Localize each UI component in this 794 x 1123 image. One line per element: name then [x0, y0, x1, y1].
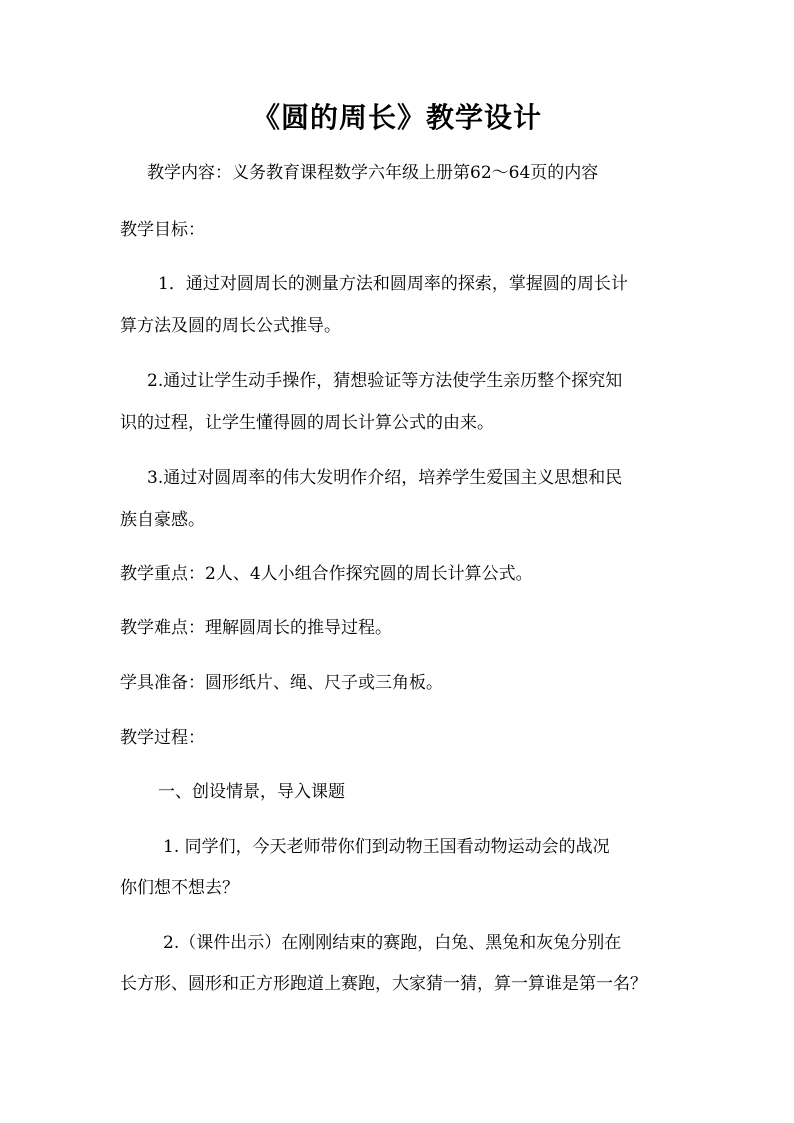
teaching-content: 教学内容：义务教育课程数学六年级上册第62～64页的内容 [147, 163, 599, 183]
step1-line1: 1. 同学们，今天老师带你们到动物王国看动物运动会的战况 [163, 837, 610, 857]
process-label: 教学过程： [120, 728, 205, 748]
goal1-line1: 1．通过对圆周长的测量方法和圆周率的探索，掌握圆的周长计 [158, 274, 628, 294]
step2-line1: 2.（课件出示）在刚刚结束的赛跑，白兔、黑兔和灰兔分别在 [163, 933, 622, 953]
step2-line2: 长方形、圆形和正方形跑道上赛跑，大家猜一猜，算一算谁是第一名？ [120, 974, 647, 994]
goals-label: 教学目标： [120, 220, 205, 240]
goal3-line1: 3.通过对圆周率的伟大发明作介绍，培养学生爱国主义思想和民 [147, 468, 623, 488]
difficulty: 教学难点：理解圆周长的推导过程。 [120, 618, 392, 638]
step1-line2: 你们想不想去？ [120, 878, 239, 898]
goal2-line1: 2.通过让学生动手操作，猜想验证等方法使学生亲历整个探究知 [147, 371, 623, 391]
goal2-line2: 识的过程，让学生懂得圆的周长计算公式的由来。 [120, 413, 494, 433]
section1-heading: 一、创设情景，导入课题 [158, 782, 345, 802]
document-title: 《圆的周长》教学设计 [251, 101, 542, 134]
key-point: 教学重点：2人、4人小组合作探究圆的周长计算公式。 [120, 564, 533, 584]
goal3-line2: 族自豪感。 [120, 510, 205, 530]
materials: 学具准备：圆形纸片、绳、尺子或三角板。 [120, 673, 443, 693]
goal1-line2: 算方法及圆的周长公式推导。 [120, 316, 341, 336]
